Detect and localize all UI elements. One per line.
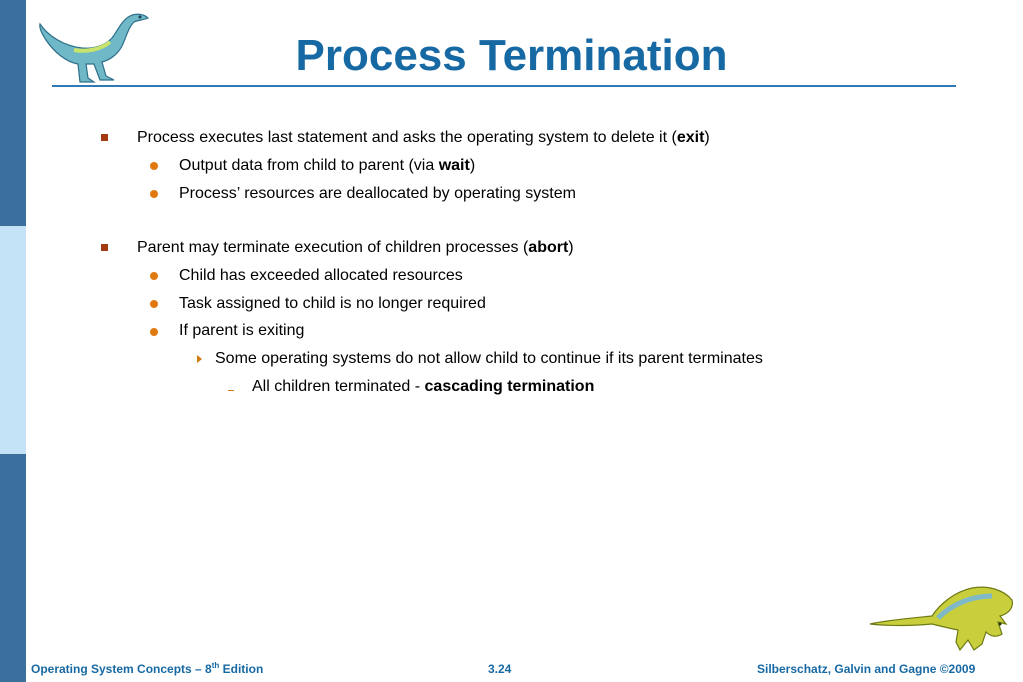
sidebar-segment-middle: [0, 226, 26, 454]
list-item-text: ): [704, 129, 710, 146]
list-item-bold: cascading termination: [424, 378, 595, 395]
square-bullet: [101, 244, 108, 251]
dot-bullet: [150, 272, 158, 280]
list-item: [137, 128, 710, 148]
footer-page-number: 3.24: [488, 662, 512, 676]
dot-bullet: [150, 300, 158, 308]
triangle-bullet-icon: [197, 355, 202, 363]
footer-text: Operating System Concepts – 8: [31, 662, 212, 676]
square-bullet: [101, 134, 108, 141]
footer-authors: Silberschatz, Galvin and Gagne ©2009: [757, 662, 976, 676]
list-item: [179, 156, 475, 176]
list-item: Process’ resources are deallocated by operating system: [179, 185, 576, 202]
list-item: [252, 377, 594, 397]
list-item-bold: exit: [676, 129, 705, 146]
sidebar-segment-bottom: [0, 454, 26, 682]
list-item-text: ): [568, 239, 574, 256]
list-item-text: All children terminated -: [252, 378, 425, 395]
dot-bullet: [150, 162, 158, 170]
dot-bullet: [150, 328, 158, 336]
footer-superscript: th: [211, 661, 220, 670]
dinosaur-icon: [868, 584, 1016, 656]
dash-bullet: [228, 390, 234, 391]
list-item-text: Parent may terminate execution of children processes (: [137, 239, 529, 256]
left-sidebar: [0, 0, 26, 682]
list-item-text: Output data from child to parent (via: [179, 157, 439, 174]
slide-title: Process Termination: [295, 31, 728, 80]
list-item-text: Process executes last statement and asks the operating system to delete it (: [137, 129, 677, 146]
title-underline: [52, 85, 956, 87]
list-item-text: ): [469, 157, 476, 174]
list-item: Some operating systems do not allow child to continue if its parent terminates: [215, 350, 763, 367]
footer-book-title: [31, 662, 263, 676]
footer-text: Edition: [219, 662, 264, 676]
list-item: Task assigned to child is no longer required: [179, 295, 486, 312]
list-item: [137, 238, 574, 258]
dot-bullet: [150, 190, 158, 198]
list-item: If parent is exiting: [179, 322, 305, 339]
list-item-bold: wait: [438, 157, 470, 174]
list-item-bold: abort: [528, 239, 569, 256]
list-item: Child has exceeded allocated resources: [179, 267, 463, 284]
